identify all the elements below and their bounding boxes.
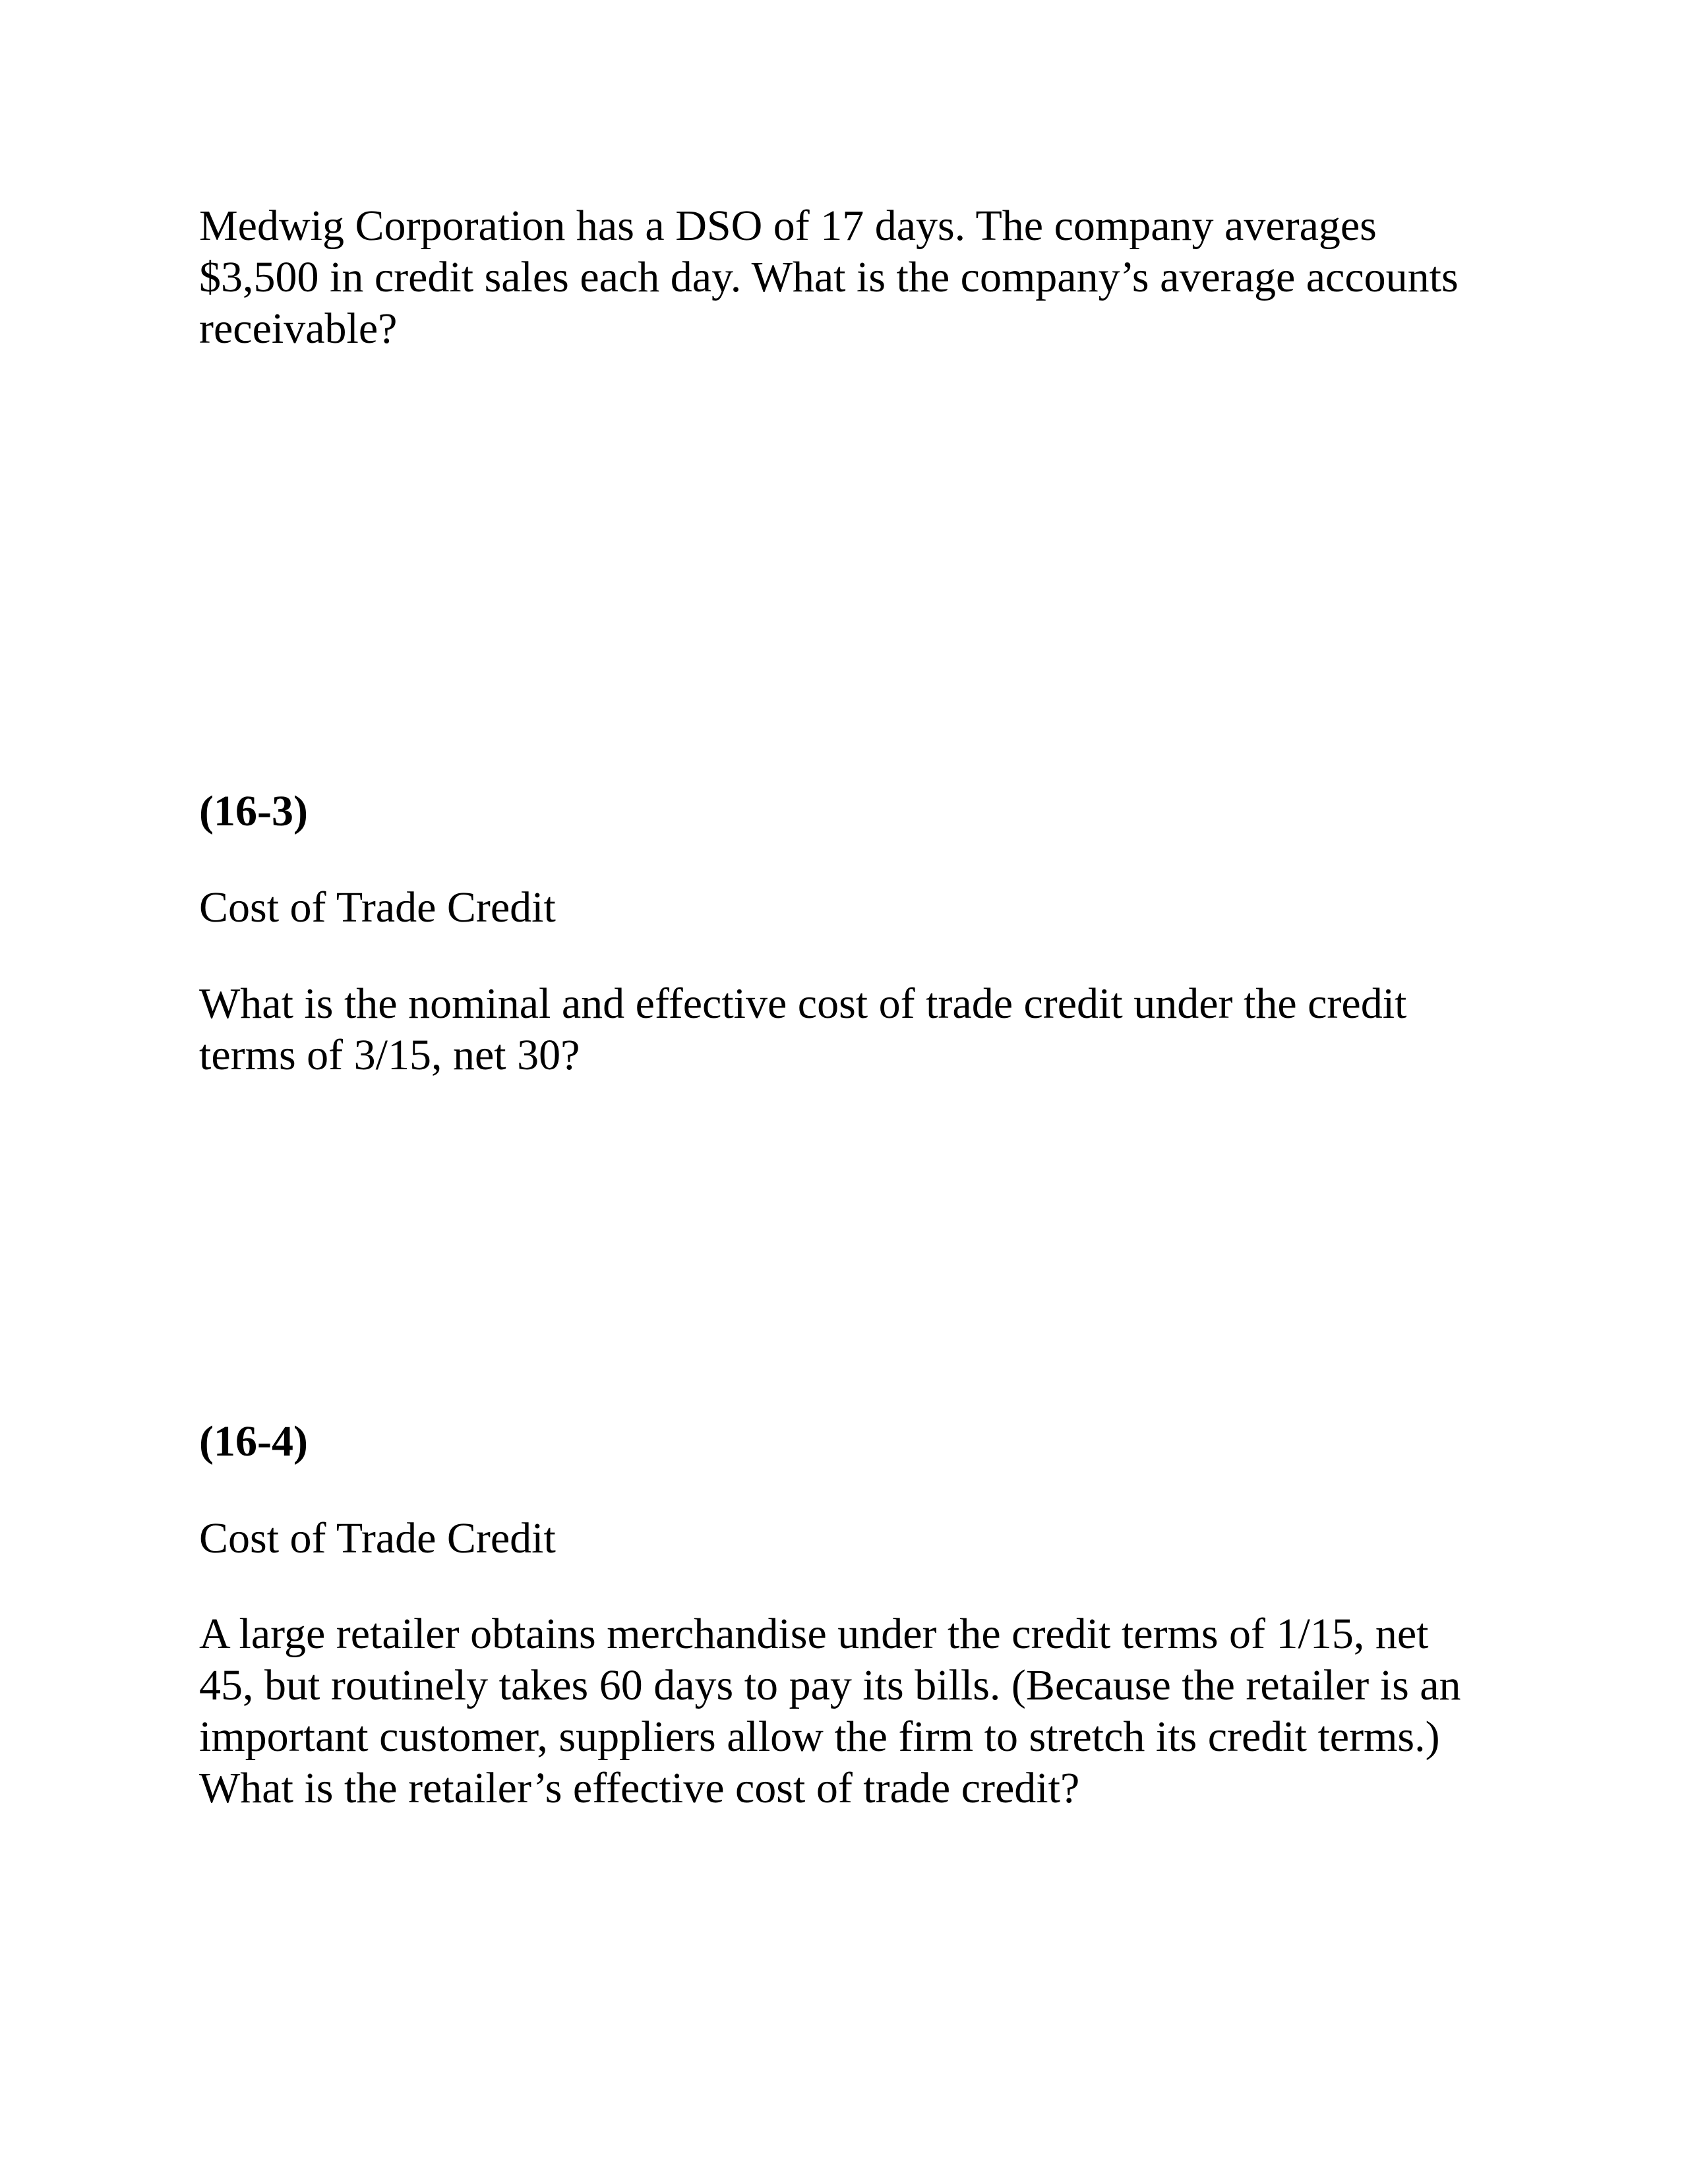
text-line: 45, but routinely takes 60 days to pay its bills. (Because the retailer is an <box>199 1661 1461 1709</box>
problem-16-4-number: (16-4) <box>199 1417 308 1465</box>
text-line: important customer, suppliers allow the firm to stretch its credit terms.) <box>199 1713 1440 1761</box>
problem-medwig-text <box>199 200 1518 355</box>
problem-16-3-number: (16-3) <box>199 787 308 835</box>
text-line: A large retailer obtains merchandise under the credit terms of 1/15, net <box>199 1610 1429 1658</box>
text-line: terms of 3/15, net 30? <box>199 1031 580 1079</box>
problem-16-4-question <box>199 1608 1518 1814</box>
text-line: $3,500 in credit sales each day. What is the company’s average accounts <box>199 253 1459 301</box>
text-line: What is the retailer’s effective cost of trade credit? <box>199 1764 1080 1812</box>
problem-16-4-title: Cost of Trade Credit <box>199 1514 556 1562</box>
text-line: What is the nominal and effective cost of trade credit under the credit <box>199 980 1407 1028</box>
problem-16-3-title: Cost of Trade Credit <box>199 883 556 931</box>
text-line: Medwig Corporation has a DSO of 17 days. The company averages <box>199 202 1377 250</box>
problem-16-3-question <box>199 978 1518 1081</box>
text-line: receivable? <box>199 305 398 353</box>
